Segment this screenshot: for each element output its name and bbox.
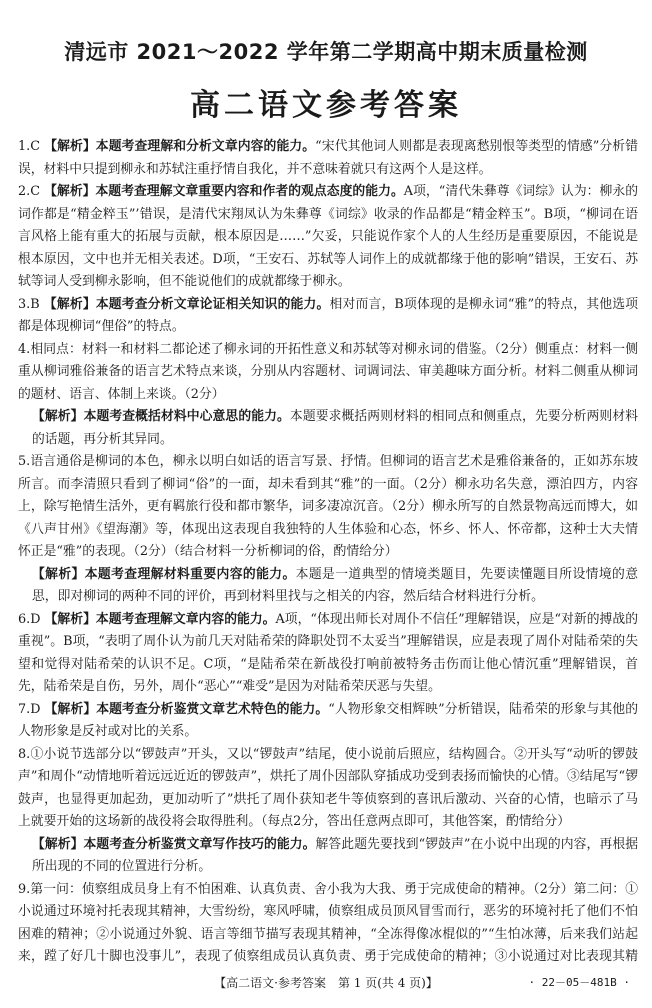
answer-analysis-tag: 【解析】本题考查概括材料中心意思的能力。	[32, 409, 290, 424]
answer-body: 第一问：侦察组成员身上有不怕困难、认真负责、舍小我为大我、勇于完成使命的精神。（2分）第二问：①小说通过环境衬托表现其精神，大雪纷纷，寒风呼啸，侦察组成员顶风冒雪而行，恶劣的环境衬托了他们不怕困难的精神；②小说通过外貌、语言等细节描写表现其精神，“全冻得像冰棍似的”“生怕冰薄，后来我们站起来，蹚了好几十脚也没事儿”，表现了侦察组成员认真负责、勇于完成使命的精神；③小说通过对比表现其精	[18, 881, 638, 964]
answer-analysis	[18, 406, 638, 451]
answer-item	[18, 879, 638, 967]
answer-analysis-tag: 【解析】本题考查理解文章内容的能力。	[44, 611, 276, 627]
answer-item	[18, 609, 638, 699]
answer-body: A项，“体现出师长对周仆不信任”理解错误，应是“对新的搏战的重视”。B项，“表明了周仆认为前几天对陆希荣的降职处罚不太妥当”理解错误，应是表现了周仆对陆希荣的失望和觉得对陆希荣的认识不足。C项，“是陆希荣在新战役打响前被特务击伤而让他心情沉重”理解错误，首先，陆希荣是自伤，另外，周仆“恶心”“难受”是因为对陆希荣厌恶与失望。	[18, 611, 638, 694]
answer-number: 8.	[18, 746, 31, 762]
answer-analysis-tag: 【解析】本题考查分析鉴赏文章写作技巧的能力。	[32, 836, 316, 852]
page-footer	[0, 974, 652, 996]
answer-body: “人物形象交相辉映”分析错误，陆希荣的形象与其他的人物形象是反衬或对比的关系。	[18, 701, 638, 739]
answer-number: 3.B	[18, 296, 40, 312]
answer-analysis-tag: 【解析】本题考查理解和分析文章内容的能力。	[44, 139, 316, 154]
answer-body: 本题是一道典型的情境类题目，先要读懂题目所设情境的意思，即对柳词的两种不同的评价，再到材料里找与之相关的内容，然后结合材料进行分析。	[32, 566, 638, 604]
answers-content	[18, 136, 638, 966]
answer-analysis-tag: 【解析】本题考查分析文章论证相关知识的能力。	[43, 296, 330, 312]
page-subtitle: 高二语文参考答案	[190, 88, 462, 123]
answer-number: 6.D	[18, 611, 41, 627]
answer-item	[18, 699, 638, 744]
footer-doc-code: · 22－05－481B ·	[528, 976, 630, 989]
answer-item	[18, 181, 638, 294]
answer-item	[18, 451, 638, 564]
answer-item	[18, 339, 638, 407]
answer-item	[18, 136, 638, 181]
answer-analysis	[18, 564, 638, 609]
answer-analysis-tag: 【解析】本题考查理解材料重要内容的能力。	[32, 566, 296, 582]
answer-item	[18, 294, 638, 339]
answer-item	[18, 744, 638, 834]
answer-body: 语言通俗是柳词的本色，柳永以明白如话的语言写景、抒情。但柳词的语言艺术是雅俗兼备的，正如苏东坡所言。而李清照只看到了柳词“俗”的一面，却未看到其“雅”的一面。（2分）柳永功名失意，漂泊四方，内容上，除写艳情生活外，更有羁旅行役和都市繁华，词多凄凉沉音。（2分）柳永所写的自然景物高远而博大，如《八声甘州》《望海潮》等，体现出这表现自我独特的人生体验和心态，怀乡、怀人、怀帝都，这种士大夫情怀正是“雅”的表现。（2分）（结合材料一分析柳词的俗，酌情给分）	[18, 454, 638, 559]
answer-body: ①小说节选部分以“锣鼓声”开头，又以“锣鼓声”结尾，使小说前后照应，结构圆合。②开头写“动听的锣鼓声”和周仆“动情地听着远远近近的锣鼓声”，烘托了周仆因部队穿插成功受到表扬而愉快的心情。③结尾写“锣鼓声，也显得更加起劲，更加动听了”烘托了周仆获知老牛等侦察到的喜讯后激动、兴奋的心情，也暗示了马上就要开始的这场新的战役将会取得胜利。（每点2分，答出任意两点即可，其他答案，酌情给分）	[18, 746, 638, 829]
answer-body: 本题要求概括两则材料的相同点和侧重点，先要分析两则材料的话题，再分析其异同。	[32, 409, 638, 447]
answer-analysis-tag: 【解析】本题考查理解文章重要内容和作者的观点态度的能力。	[44, 184, 404, 199]
answer-number: 1.C	[18, 139, 41, 154]
answer-body: 相对而言，B项体现的是柳永词“雅”的特点，其他选项都是体现柳词“俚俗”的特点。	[18, 296, 638, 334]
answer-number: 5.	[18, 454, 31, 469]
answer-body: A项，“清代朱彝尊《词综》认为：柳永的词作都是“精金粹玉”’错误，是清代宋翔凤认为朱彝尊《词综》收录的作品都是“精金粹玉”。B项，“柳词在语言风格上能有重大的拓展与贡献，根本原因是……”欠妥，只能说作家个人的人生经历是重要原因，不能说是根本原因，文中也并无相关表述。D项，“王安石、苏轼等人词作上的成就都缘于他的影响”错误，王安石、苏轼等词人受到柳永影响，但不能说他们的成就都缘于柳永。	[18, 184, 638, 289]
answer-number: 9.	[18, 881, 31, 897]
answer-analysis	[18, 834, 638, 879]
answer-number: 4.	[18, 341, 31, 357]
footer-page-label: 【高二语文·参考答案 第 1 页(共 4 页)】	[214, 976, 438, 990]
page-title: 清远市 2021～2022 学年第二学期高中期末质量检测	[64, 40, 588, 64]
answer-body: 相同点：材料一和材料二都论述了柳永词的开拓性意义和苏轼等对柳永词的借鉴。（2分）侧重点：材料一侧重从柳词雅俗兼备的语言艺术特点来谈，分别从内容题材、词调词法、审美趣味方面分析。材料二侧重从柳词的题材、语言、体制上来谈。（2分）	[18, 341, 638, 402]
answer-number: 7.D	[18, 701, 41, 717]
answer-number: 2.C	[18, 184, 41, 199]
answer-body: 解答此题先要找到“锣鼓声”在小说中出现的内容，再根据所出现的不同的位置进行分析。	[32, 836, 638, 874]
answer-body: “宋代其他词人则都是表现离愁别恨等类型的情感”分析错误，材料中只提到柳永和苏轼注重抒情自我化，并不意味着就只有这两个人是这样。	[18, 139, 638, 177]
answer-analysis-tag: 【解析】本题考查分析鉴赏文章艺术特色的能力。	[44, 701, 329, 717]
